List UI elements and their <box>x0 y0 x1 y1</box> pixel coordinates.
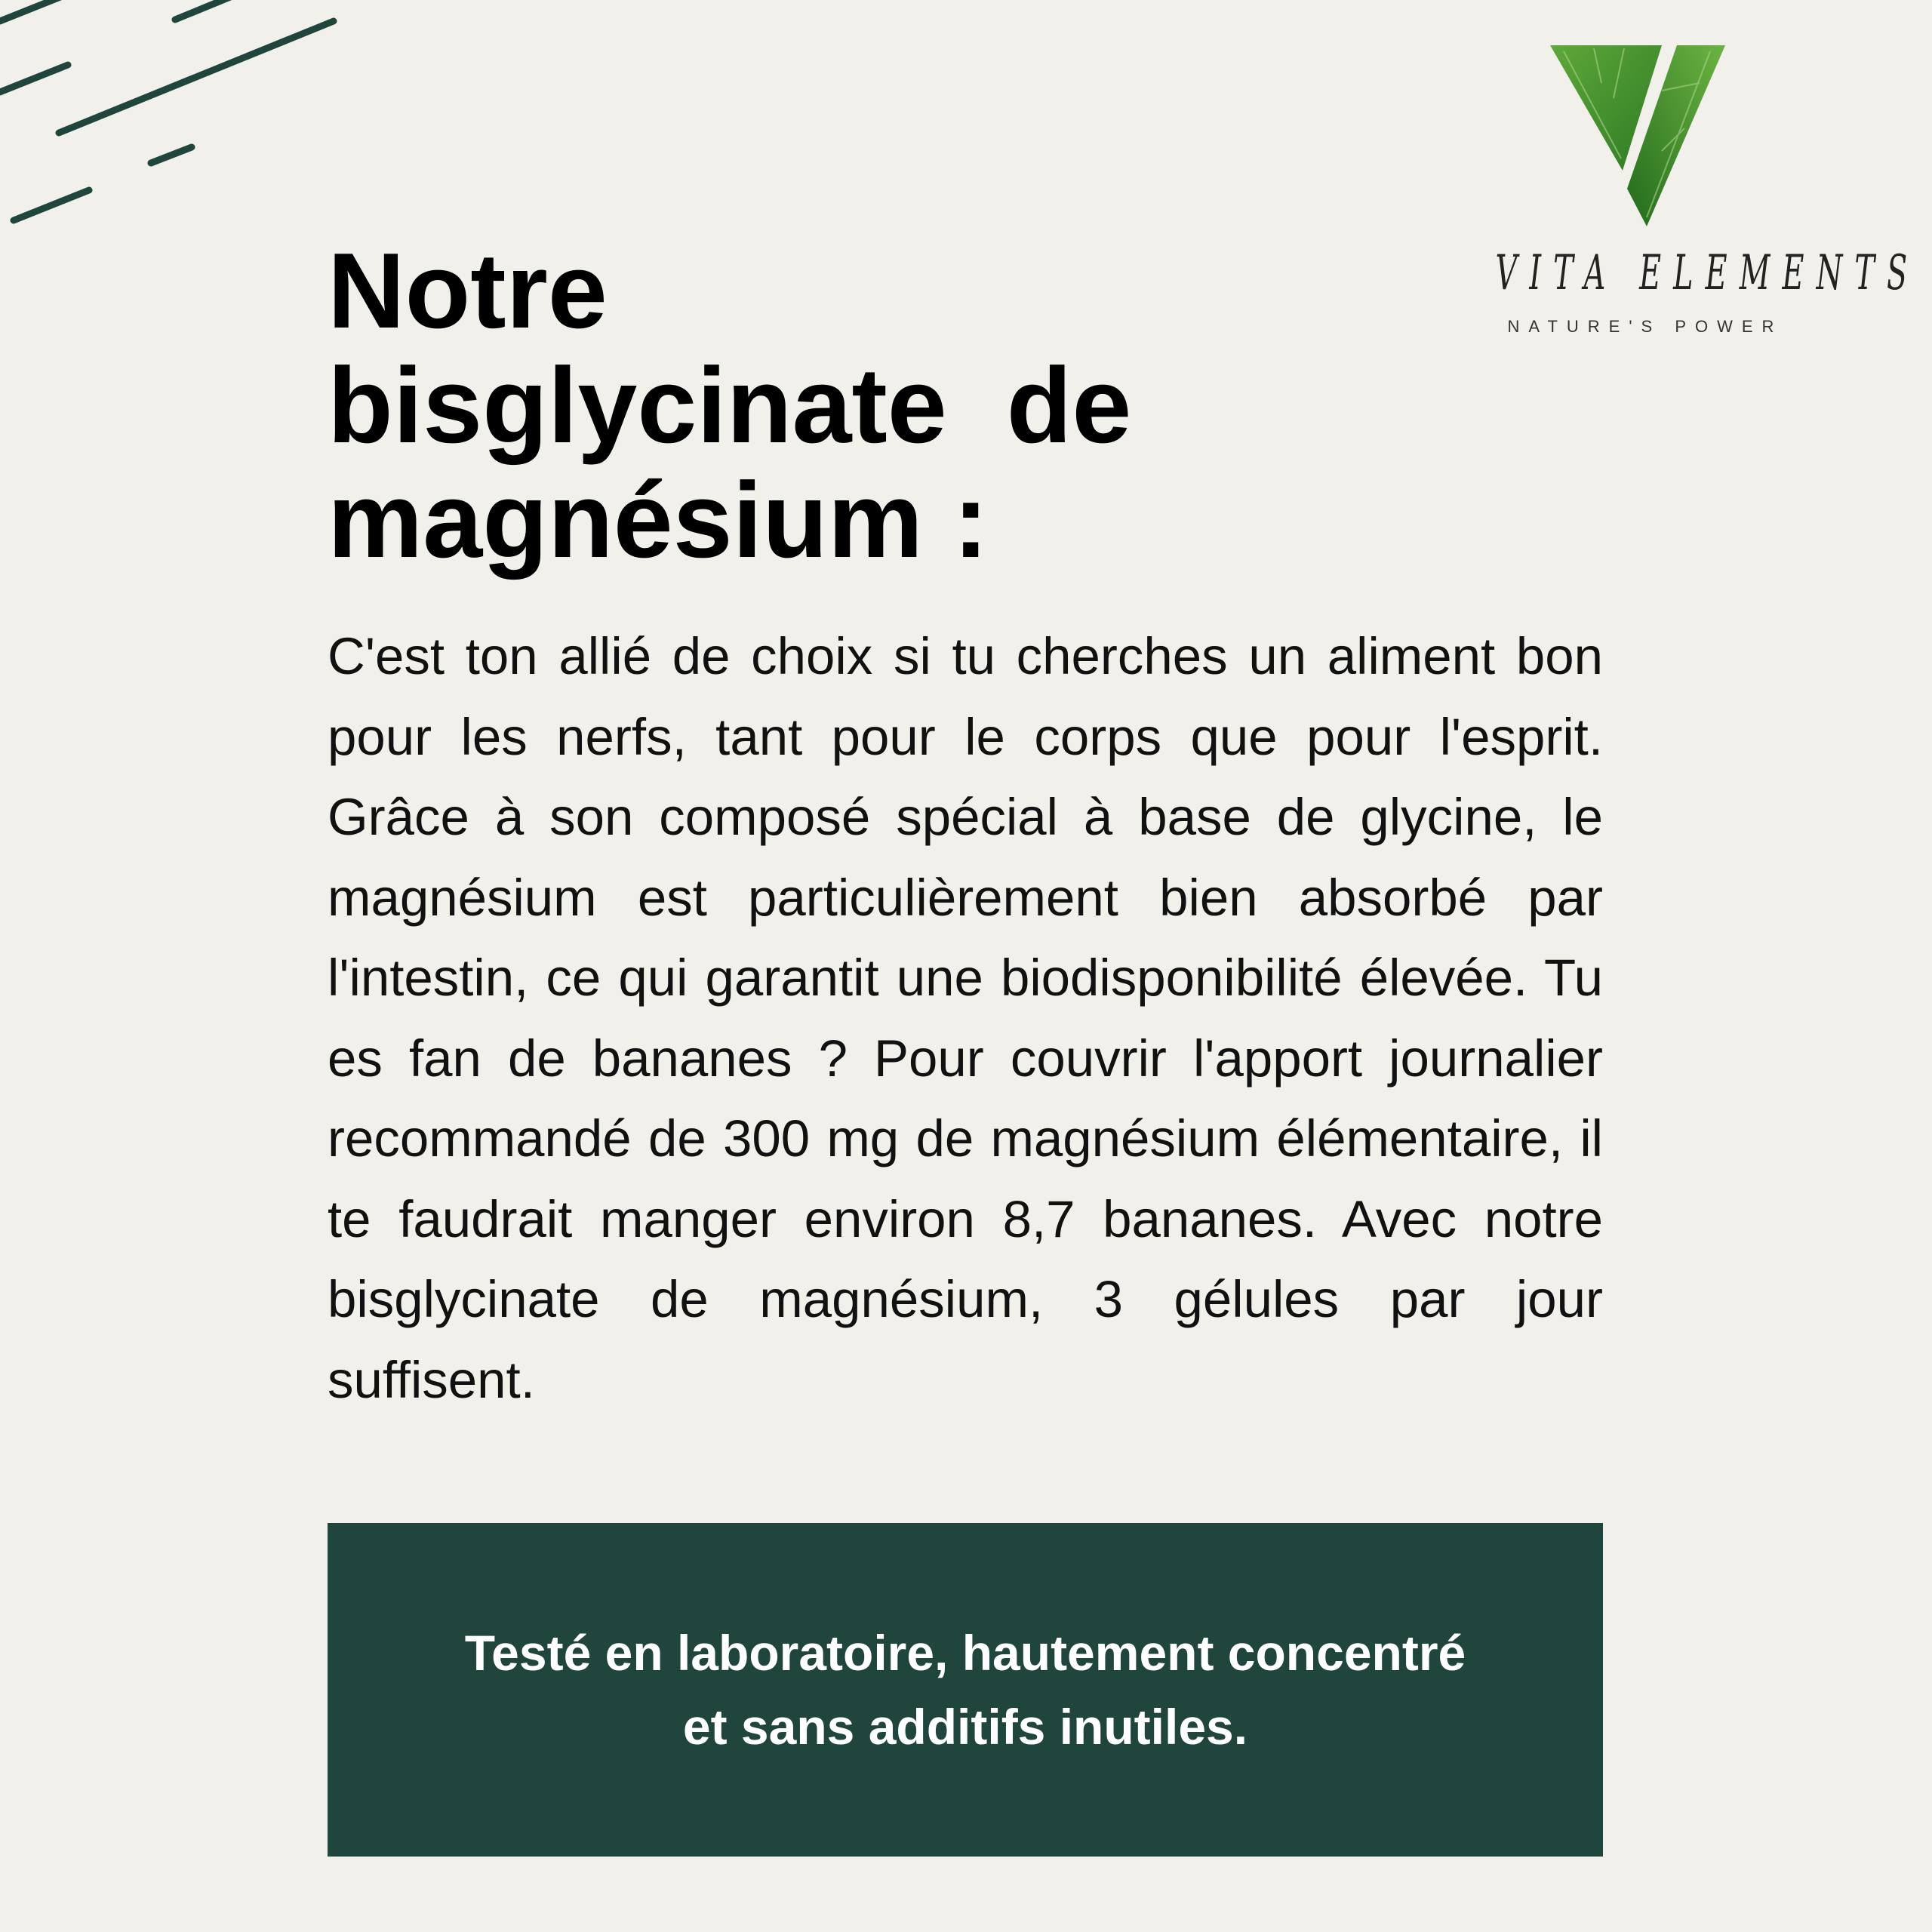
title-line-1: Notre <box>328 231 608 351</box>
highlight-banner <box>328 1523 1603 1857</box>
brand-logo <box>1404 38 1920 355</box>
page-title <box>328 231 1263 580</box>
decorative-stripes <box>0 0 362 242</box>
title-line-3: magnésium : <box>328 460 989 580</box>
description-paragraph: C'est ton allié de choix si tu cherches un aliment bon pour les nerfs, tant pour le corps que pour l'esprit. Grâce à son composé spécial à base de glycine, le magnésium est particulièrement bien absorbé par l'intestin, ce qui garantit une biodisponibilité élevée. Tu es fan de bananes ? Pour couvrir l'apport journalier recommandé de 300 mg de magnésium élémentaire, il te faudrait manger environ 8,7 bananes. Avec notre bisglycinate de magnésium, 3 gélules par jour suffisent. <box>328 627 1603 1409</box>
banner-line-2: et sans additifs inutiles. <box>682 1699 1248 1755</box>
brand-tagline: NATURE'S POWER <box>1507 317 1783 336</box>
brand-name: VITA ELEMENTS <box>1495 245 1920 301</box>
title-line-2: bisglycinate de <box>328 346 1132 466</box>
banner-line-1: Testé en laboratoire, hautement concentré <box>464 1625 1466 1681</box>
leaf-triangle-v-icon <box>1549 38 1742 234</box>
banner-text <box>399 1616 1531 1764</box>
